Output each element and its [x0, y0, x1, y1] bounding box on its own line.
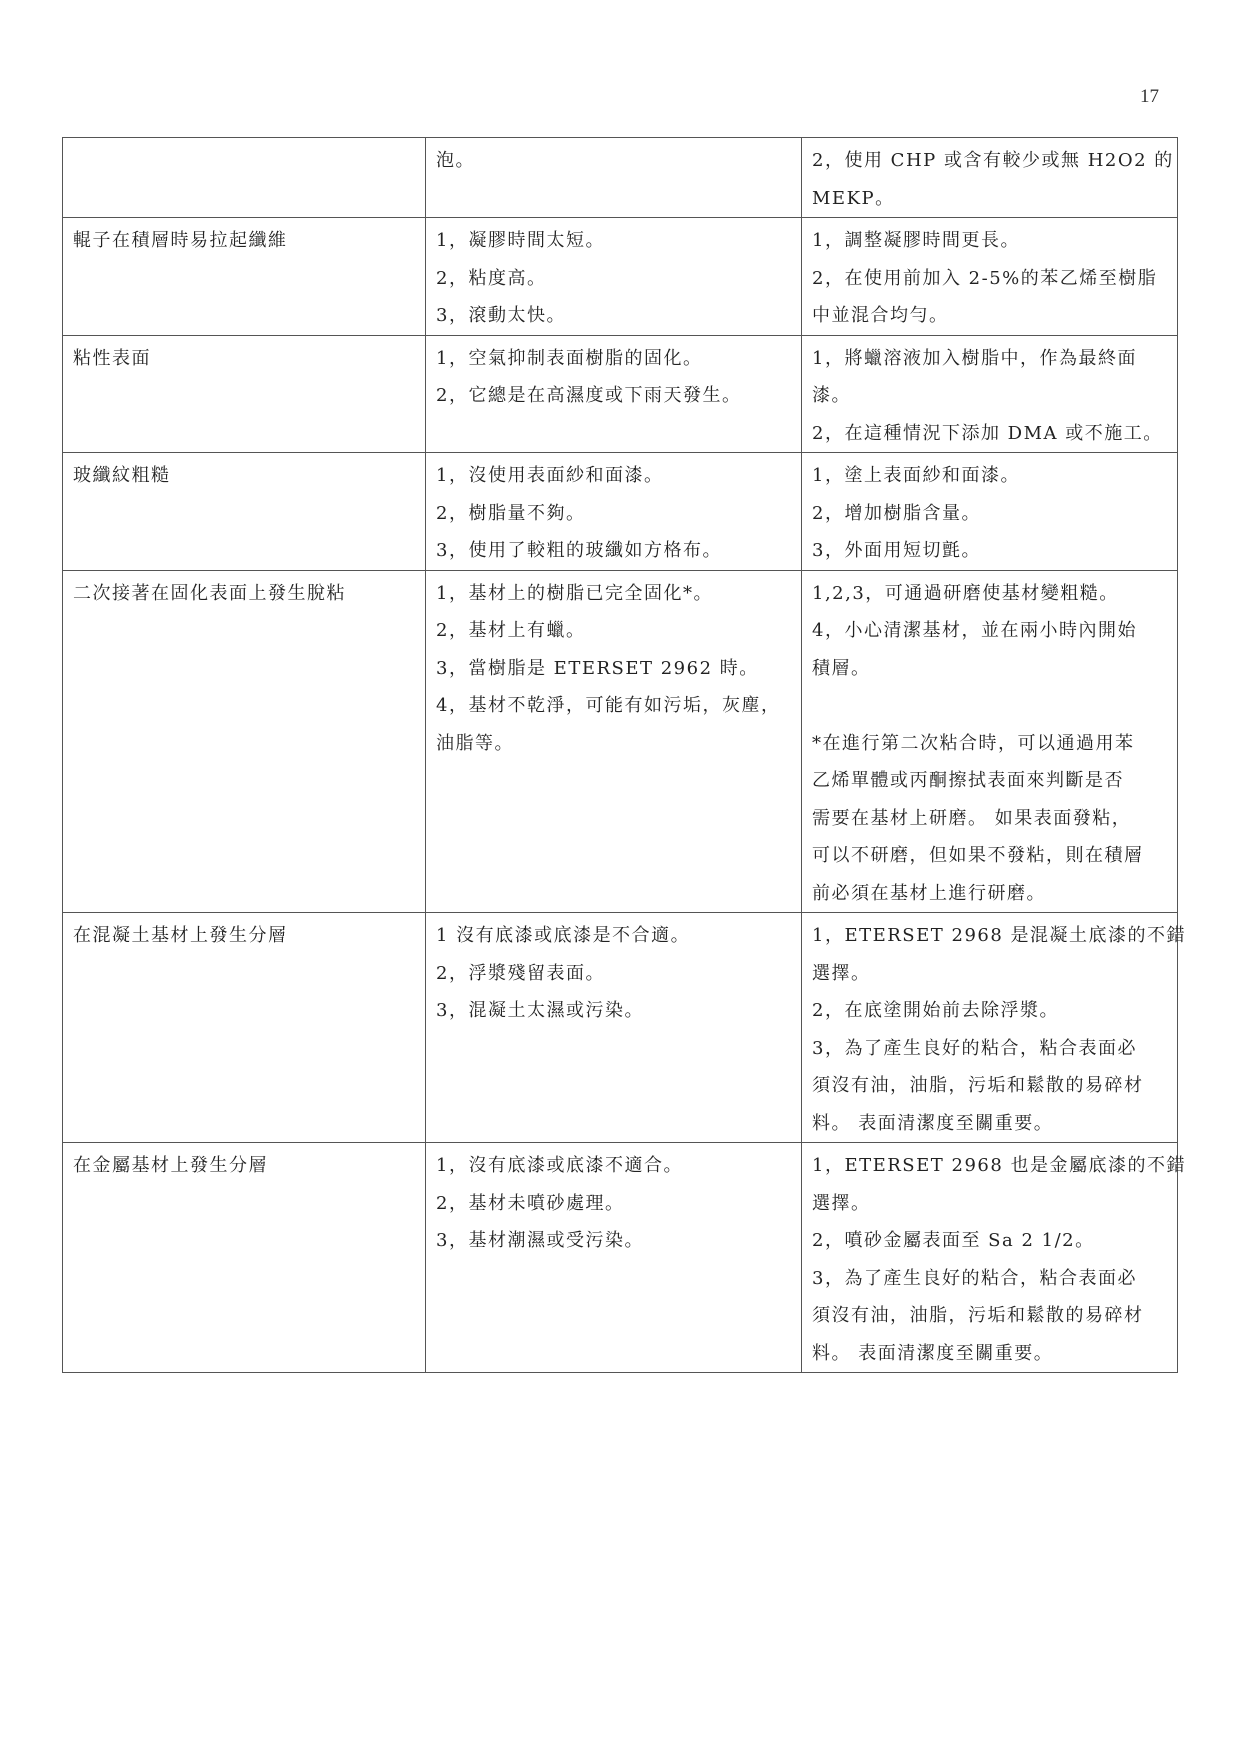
- remedy-line: 需要在基材上研磨。 如果表面發粘，: [812, 807, 1132, 829]
- cause-line: 泡。: [436, 150, 475, 171]
- remedy-line: 2，增加樹脂含量。: [812, 502, 981, 524]
- cause-line: 油脂等。: [436, 732, 514, 754]
- remedies-cell: [802, 138, 1178, 218]
- remedy-line: 前必須在基材上進行研磨。: [812, 882, 1046, 904]
- problem-text: 輥子在積層時易拉起纖維: [73, 230, 288, 251]
- cause-line: 1，沒使用表面紗和面漆。: [436, 465, 664, 486]
- remedy-line: 3，為了產生良好的粘合，粘合表面必: [812, 1267, 1137, 1289]
- cause-line: 3，基材潮濕或受污染。: [436, 1230, 644, 1251]
- remedy-line: MEKP。: [812, 187, 895, 209]
- problem-cell: [63, 570, 426, 913]
- cause-line: 2，浮漿殘留表面。: [436, 962, 605, 984]
- remedy-line: 中並混合均勻。: [812, 305, 949, 326]
- remedy-line: 3，外面用短切氈。: [812, 540, 981, 561]
- causes-cell: [426, 1143, 802, 1373]
- remedy-line: 4，小心清潔基材，並在兩小時內開始: [812, 620, 1137, 641]
- cause-line: 3，使用了較粗的玻纖如方格布。: [436, 540, 722, 561]
- causes-cell: [426, 453, 802, 571]
- cause-line: 3，當樹脂是 ETERSET 2962 時。: [436, 657, 759, 679]
- remedy-line: *在進行第二次粘合時，可以通過用苯: [812, 732, 1135, 754]
- table-body: [63, 138, 1187, 1373]
- remedy-line: 3，為了產生良好的粘合，粘合表面必: [812, 1037, 1137, 1059]
- table-row: [63, 913, 1178, 1143]
- cause-line: 4，基材不乾淨，可能有如污垢，灰塵，: [436, 695, 781, 716]
- cause-line: 2，粘度高。: [436, 267, 547, 289]
- problem-cell: [63, 1143, 426, 1373]
- problem-text: 粘性表面: [73, 347, 151, 369]
- remedy-line: 漆。: [812, 385, 851, 406]
- remedies-cell: [802, 913, 1187, 1143]
- problem-text: 二次接著在固化表面上發生脫粘: [73, 582, 346, 604]
- cause-line: 3，滾動太快。: [436, 305, 566, 326]
- cause-line: 2，它總是在高濕度或下雨天發生。: [436, 385, 742, 406]
- problem-cell: [63, 218, 426, 336]
- causes-cell: [426, 218, 802, 336]
- cause-line: 2，基材上有蠟。: [436, 620, 586, 641]
- problem-text: 在混凝土基材上發生分層: [73, 925, 288, 946]
- table-row: [63, 138, 1178, 218]
- remedy-line: 2，在使用前加入 2-5%的苯乙烯至樹脂: [812, 267, 1158, 289]
- remedy-line: 須沒有油，油脂，污垢和鬆散的易碎材: [812, 1305, 1144, 1326]
- remedy-line: 乙烯單體或丙酮擦拭表面來判斷是否: [812, 770, 1124, 791]
- remedy-line: 選擇。: [812, 962, 871, 984]
- cause-line: 3，混凝土太濕或污染。: [436, 1000, 644, 1021]
- remedies-cell: [802, 453, 1178, 571]
- table-row: [63, 218, 1178, 336]
- remedy-line: 2，在這種情況下添加 DMA 或不施工。: [812, 422, 1163, 444]
- cause-line: 1 沒有底漆或底漆是不合適。: [436, 925, 691, 946]
- remedy-line: 1，塗上表面紗和面漆。: [812, 465, 1020, 486]
- problem-text: 在金屬基材上發生分層: [73, 1155, 268, 1176]
- remedy-line: 2，噴砂金屬表面至 Sa 2 1/2。: [812, 1230, 1095, 1251]
- cause-line: 1，凝膠時間太短。: [436, 230, 605, 251]
- remedy-line: 2，使用 CHP 或含有較少或無 H2O2 的: [812, 150, 1174, 171]
- page-number: 17: [1140, 86, 1159, 107]
- causes-cell: [426, 335, 802, 453]
- problem-cell: [63, 138, 426, 218]
- remedy-line: 積層。: [812, 657, 871, 679]
- problem-cell: [63, 913, 426, 1143]
- remedy-line: 可以不研磨，但如果不發粘，則在積層: [812, 845, 1144, 866]
- troubleshooting-table: [62, 137, 1187, 1373]
- causes-cell: [426, 570, 802, 913]
- table-row: [63, 1143, 1178, 1373]
- problem-cell: [63, 453, 426, 571]
- cause-line: 2，基材未噴砂處理。: [436, 1192, 625, 1214]
- remedy-line: 2，在底塗開始前去除浮漿。: [812, 1000, 1059, 1021]
- remedy-line: 料。 表面清潔度至關重要。: [812, 1112, 1054, 1134]
- causes-cell: [426, 913, 802, 1143]
- table-row: [63, 570, 1178, 913]
- remedy-line: [812, 687, 1167, 725]
- remedy-line: 1，ETERSET 2968 也是金屬底漆的不錯: [812, 1155, 1187, 1176]
- remedy-line: 1，將蠟溶液加入樹脂中，作為最終面: [812, 347, 1137, 369]
- remedy-line: 料。 表面清潔度至關重要。: [812, 1342, 1054, 1364]
- remedies-cell: [802, 570, 1178, 913]
- cause-line: 1，沒有底漆或底漆不適合。: [436, 1155, 683, 1176]
- table-row: [63, 453, 1178, 571]
- remedies-cell: [802, 335, 1178, 453]
- problem-cell: [63, 335, 426, 453]
- remedy-line: 1，調整凝膠時間更長。: [812, 230, 1020, 251]
- remedy-line: 1，ETERSET 2968 是混凝土底漆的不錯: [812, 925, 1187, 946]
- remedy-line: 選擇。: [812, 1192, 871, 1214]
- remedy-line: 1,2,3，可通過研磨使基材變粗糙。: [812, 582, 1119, 604]
- cause-line: 2，樹脂量不夠。: [436, 502, 586, 524]
- table-row: [63, 335, 1178, 453]
- remedy-line: 須沒有油，油脂，污垢和鬆散的易碎材: [812, 1075, 1144, 1096]
- cause-line: 1，空氣抑制表面樹脂的固化。: [436, 347, 703, 369]
- remedies-cell: [802, 1143, 1187, 1373]
- causes-cell: [426, 138, 802, 218]
- problem-text: 玻纖紋粗糙: [73, 465, 171, 486]
- remedies-cell: [802, 218, 1178, 336]
- cause-line: 1，基材上的樹脂已完全固化*。: [436, 582, 713, 604]
